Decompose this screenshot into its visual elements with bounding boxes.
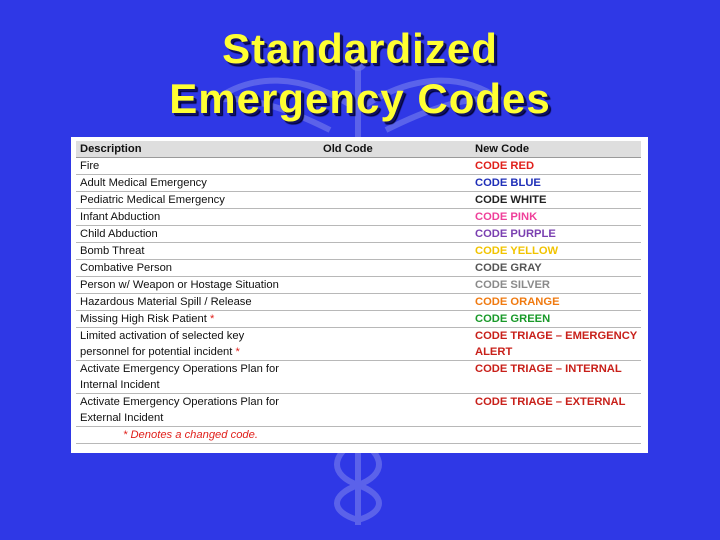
old-code-cell (319, 294, 471, 311)
description-line-1: Bomb Threat (80, 245, 145, 257)
new-code-line-1: CODE TRIAGE – EMERGENCY (475, 330, 638, 342)
changed-code-marker: * (209, 313, 215, 325)
old-code-cell (319, 175, 471, 192)
table-row (76, 311, 641, 328)
new-code-line-1: CODE YELLOW (475, 245, 559, 257)
new-code-line-1: CODE TRIAGE – INTERNAL (475, 363, 622, 375)
table-row (76, 294, 641, 311)
description-line-1: Child Abduction (80, 228, 158, 240)
new-code-line-1: CODE TRIAGE – EXTERNAL (475, 396, 626, 408)
description-cell (76, 158, 319, 175)
description-cell (76, 294, 319, 311)
new-code-cell (471, 192, 641, 209)
new-code-line-1: CODE ORANGE (475, 296, 560, 308)
table-row (76, 394, 641, 427)
old-code-cell (319, 158, 471, 175)
new-code-line-1: CODE SILVER (475, 279, 551, 291)
new-code-cell (471, 243, 641, 260)
new-code-line-1: CODE PINK (475, 211, 538, 223)
description-line-1: Infant Abduction (80, 211, 161, 223)
slide-title (0, 24, 720, 124)
description-cell (76, 277, 319, 294)
description-cell (76, 394, 319, 427)
old-code-cell (319, 394, 471, 427)
new-code-line-1: CODE GREEN (475, 313, 551, 325)
description-cell (76, 311, 319, 328)
title-line-2: Emergency Codes (169, 75, 551, 122)
description-cell (76, 243, 319, 260)
table-row (76, 175, 641, 192)
description-line-1: Hazardous Material Spill / Release (80, 296, 252, 308)
table-row (76, 209, 641, 226)
description-cell (76, 328, 319, 361)
description-line-1: Adult Medical Emergency (80, 177, 207, 189)
description-cell (76, 192, 319, 209)
new-code-cell (471, 226, 641, 243)
new-code-cell (471, 328, 641, 361)
new-code-line-1: CODE RED (475, 160, 535, 172)
description-line-2: Internal Incident (80, 379, 160, 391)
table-row (76, 243, 641, 260)
new-code-cell (471, 209, 641, 226)
table-row (76, 226, 641, 243)
table-row (76, 361, 641, 394)
new-code-line-1: CODE GRAY (475, 262, 542, 274)
table-header-row (76, 141, 641, 158)
new-code-cell (471, 361, 641, 394)
old-code-cell (319, 226, 471, 243)
old-code-cell (319, 192, 471, 209)
new-code-line-2: ALERT (475, 346, 513, 358)
new-code-cell (471, 394, 641, 427)
table-row (76, 328, 641, 361)
table-row (76, 260, 641, 277)
description-line-1: Combative Person (80, 262, 173, 274)
old-code-cell (319, 209, 471, 226)
title-line-1: Standardized (222, 25, 498, 72)
header-old-code: Old Code (319, 141, 471, 158)
old-code-cell (319, 328, 471, 361)
changed-code-marker: * (235, 346, 240, 358)
new-code-line-1: CODE WHITE (475, 194, 547, 206)
description-cell (76, 209, 319, 226)
description-line-1: Activate Emergency Operations Plan for (80, 363, 279, 375)
header-description: Description (76, 141, 319, 158)
new-code-line-1: CODE BLUE (475, 177, 541, 189)
footnote-row (76, 427, 641, 444)
new-code-cell (471, 158, 641, 175)
description-line-2: personnel for potential incident (80, 346, 233, 358)
old-code-cell (319, 243, 471, 260)
old-code-cell (319, 277, 471, 294)
description-line-1: Missing High Risk Patient (80, 313, 207, 325)
footnote-text: * Denotes a changed code. (123, 429, 258, 441)
old-code-cell (319, 361, 471, 394)
description-line-2: External Incident (80, 412, 164, 424)
new-code-cell (471, 311, 641, 328)
old-code-cell (319, 311, 471, 328)
description-cell (76, 260, 319, 277)
description-line-1: Pediatric Medical Emergency (80, 194, 225, 206)
table-row (76, 192, 641, 209)
description-line-1: Limited activation of selected key (80, 330, 245, 342)
header-new-code: New Code (471, 141, 641, 158)
description-cell (76, 175, 319, 192)
new-code-cell (471, 260, 641, 277)
new-code-cell (471, 294, 641, 311)
description-line-1: Activate Emergency Operations Plan for (80, 396, 279, 408)
table-row (76, 277, 641, 294)
table-row (76, 158, 641, 175)
description-cell (76, 361, 319, 394)
new-code-line-1: CODE PURPLE (475, 228, 556, 240)
description-cell (76, 226, 319, 243)
new-code-cell (471, 277, 641, 294)
new-code-cell (471, 175, 641, 192)
old-code-cell (319, 260, 471, 277)
description-line-1: Person w/ Weapon or Hostage Situation (80, 279, 279, 291)
description-line-1: Fire (80, 160, 100, 172)
emergency-codes-table (76, 141, 641, 444)
emergency-codes-table-card (71, 137, 648, 453)
